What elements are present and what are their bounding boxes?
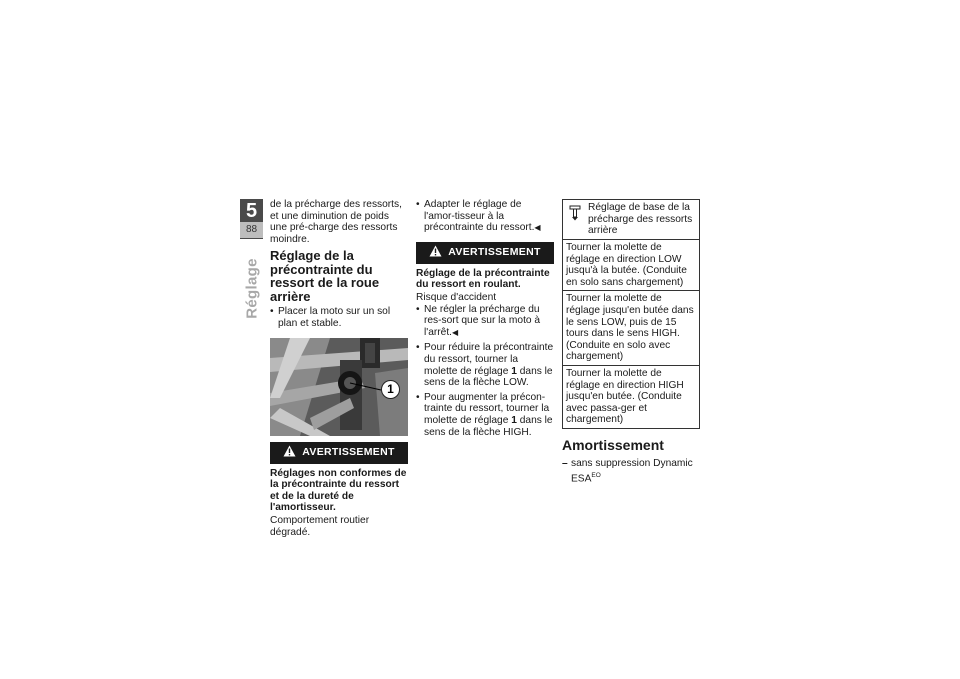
warning-triangle-icon [283, 445, 296, 461]
column-1 [270, 199, 408, 538]
page-number: 88 [240, 222, 263, 238]
rear-shock-photo [270, 338, 408, 436]
table-row: Tourner la molette de réglage jusqu'en butée dans le sens LOW, puis de 15 tours dans le sens HIGH. (Conduite en solo avec chargement) [563, 291, 699, 366]
callout-ref: 1 [511, 365, 517, 377]
wrench-icon [569, 205, 581, 225]
bullet-text: dans le sens de la flèche LOW. [424, 365, 553, 389]
warning-label: AVERTISSEMENT [302, 445, 395, 458]
warning-text: Comportement routier dégradé. [270, 514, 370, 538]
bullet-text: dans le sens de la flèche HIGH. [424, 414, 553, 438]
bullet-text: Ne régler la précharge du res-sort que sur la moto à l'arrêt. [424, 303, 541, 338]
chapter-tab [240, 199, 263, 239]
bullet-text: Pour réduire la précontrainte du ressort, tourner la molette de réglage [424, 342, 554, 377]
chapter-number: 5 [245, 200, 258, 222]
dash-item-sup: EO [591, 471, 601, 479]
warning-title: Réglages non conformes de la précontrainte du ressort et de la dureté de l'amortisseur. [270, 467, 407, 514]
end-mark-icon: ◀ [452, 327, 459, 337]
warning-label: AVERTISSEMENT [448, 245, 541, 258]
dash-item-text: sans suppression Dynamic ESA [571, 457, 693, 484]
chapter-title-vertical [237, 258, 267, 338]
warning-text: Risque d'accident [416, 291, 497, 303]
end-mark-icon: ◀ [534, 223, 541, 233]
dash-item [562, 458, 700, 485]
column-3 [562, 199, 700, 484]
bullet-text: Pour augmenter la précon-trainte du ressort, tourner la molette de réglage [424, 391, 550, 426]
table-header-text: Réglage de base de la précharge des ressorts arrière [588, 202, 693, 237]
bullet-text: Adapter le réglage de l'amor-tisseur à la précontrainte du ressort. [424, 199, 535, 234]
table-header [563, 200, 699, 240]
chapter-title: Réglage [243, 258, 261, 319]
column-2 [416, 199, 554, 441]
intro-paragraph: de la précharge des ressorts, et une diminution de poids une pré-charge des ressorts moindre. [270, 199, 402, 245]
preload-table [562, 199, 700, 429]
warning-triangle-icon [429, 245, 442, 261]
section-heading-spring-preload: Réglage de la précontrainte du ressort de la roue arrière [270, 248, 380, 304]
table-row: Tourner la molette de réglage en direction LOW jusqu'à la butée. (Conduite en solo sans chargement) [563, 240, 699, 291]
bullet-item [416, 199, 554, 234]
bullet-item [416, 304, 554, 339]
bullet-item: • Placer la moto sur un sol plan et stable. [270, 306, 408, 329]
bullet-item [416, 392, 554, 438]
table-row: Tourner la molette de réglage en direction HIGH jusqu'en butée. (Conduite avec passa-ger et chargement) [566, 367, 684, 426]
callout-1: 1 [381, 380, 400, 399]
bullet-item [416, 342, 554, 388]
warning-banner [416, 242, 554, 264]
section-heading-damping: Amortissement [562, 436, 664, 453]
warning-title: Réglage de la précontrainte du ressort en roulant. [416, 267, 550, 291]
callout-ref: 1 [511, 414, 517, 426]
warning-banner [270, 442, 408, 464]
